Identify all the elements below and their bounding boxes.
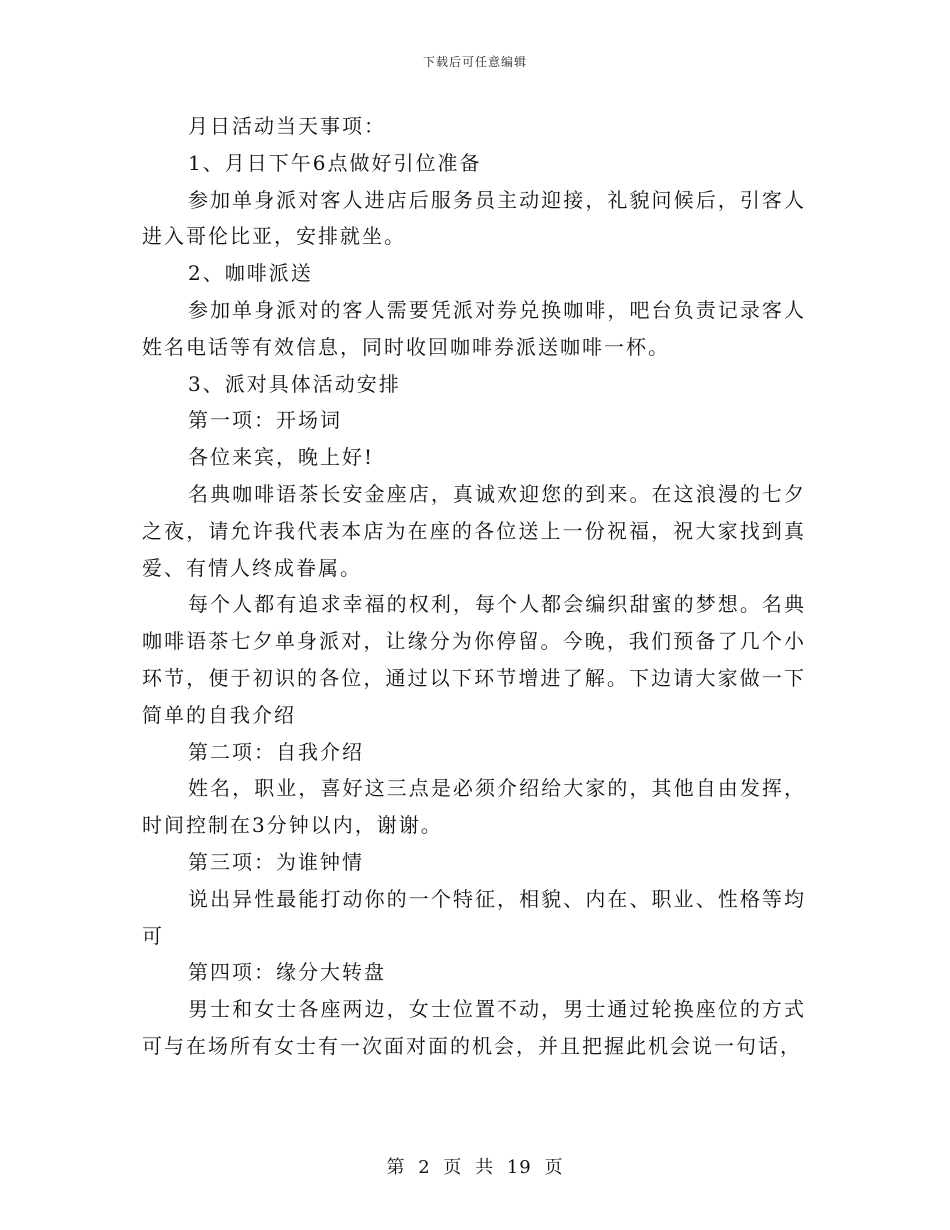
paragraph: 参加单身派对客人进店后服务员主动迎接，礼貌问候后，引客人进入哥伦比亚，安排就坐。 <box>142 187 806 249</box>
page-number-footer: 第 2 页 共 19 页 <box>386 1157 564 1178</box>
header-note: 下载后可任意编辑 <box>422 55 527 69</box>
paragraph: 参加单身派对的客人需要凭派对券兑换咖啡，吧台负责记录客人姓名电话等有效信息，同时收回咖啡券派送咖啡一杯。 <box>142 297 806 359</box>
document-body <box>142 108 806 1065</box>
paragraph: 说出异性最能打动你的一个特征，相貌、内在、职业、性格等均可 <box>142 886 806 948</box>
paragraph: 月日活动当天事项： <box>188 114 386 138</box>
paragraph: 1、月日下午6点做好引位准备 <box>188 150 482 175</box>
paragraph: 姓名，职业，喜好这三点是必须介绍给大家的，其他自由发挥，时间控制在3分钟以内，谢谢。 <box>142 776 806 838</box>
paragraph: 各位来宾，晚上好! <box>188 445 375 470</box>
paragraph: 第三项：为谁钟情 <box>188 849 364 874</box>
paragraph: 第四项：缘分大转盘 <box>188 960 386 985</box>
paragraph: 3、派对具体活动安排 <box>188 371 401 396</box>
paragraph: 男士和女士各座两边，女士位置不动，男士通过轮换座位的方式可与在场所有女士有一次面对面的机会，并且把握此机会说一句话， <box>142 997 806 1058</box>
paragraph: 名典咖啡语茶长安金座店，真诚欢迎您的到来。在这浪漫的七夕之夜，请允许我代表本店为在座的各位送上一份祝福，祝大家找到真爱、有情人终成眷属。 <box>142 481 806 580</box>
paragraph: 第一项：开场词 <box>188 408 342 433</box>
paragraph: 2、咖啡派送 <box>188 261 313 286</box>
paragraph: 第二项：自我介绍 <box>188 739 364 764</box>
paragraph: 每个人都有追求幸福的权利，每个人都会编织甜蜜的梦想。名典咖啡语茶七夕单身派对，让缘分为你停留。今晚，我们预备了几个小环节，便于初识的各位，通过以下环节增进了解。下边请大家做一下简单的自我介绍 <box>142 592 806 727</box>
